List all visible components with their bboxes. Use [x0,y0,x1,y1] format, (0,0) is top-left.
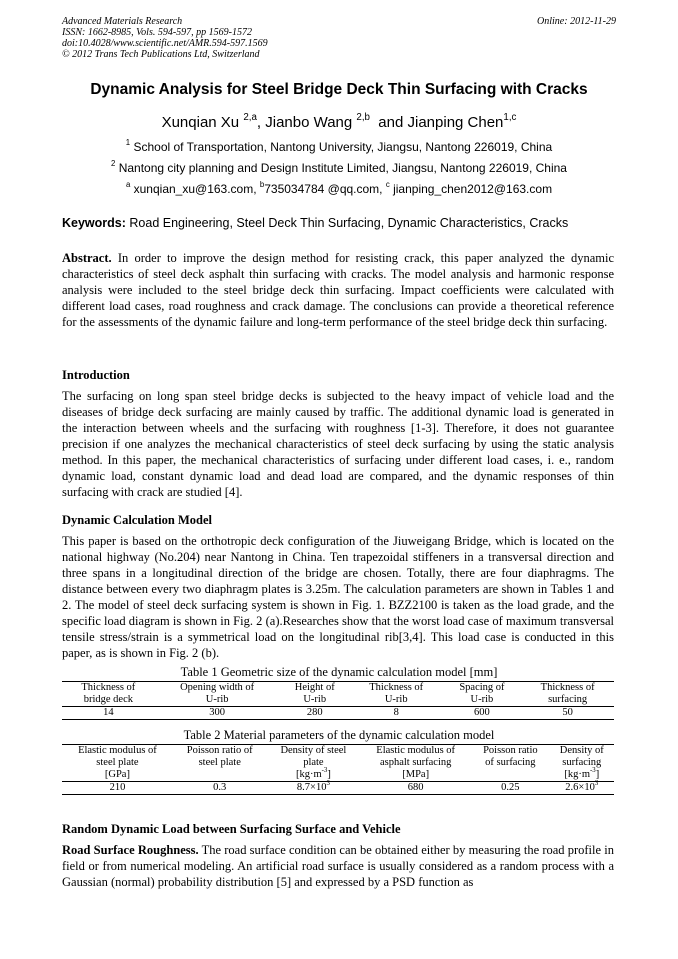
author-list [0,114,678,131]
table1-caption: Table 1 Geometric size of the dynamic calculation model [mm] [180,665,498,679]
author-name: Jianbo Wang [265,114,353,131]
table-header-cell: Spacing of U-rib [459,682,505,705]
table-row [62,782,614,795]
table-cell: 280 [306,707,323,718]
roughness-label: Road Surface Roughness. [62,843,199,857]
table-header-cell: Poisson ratio of steel plate [186,745,253,768]
table-cell: 680 [407,782,424,793]
affil-mark: 1 [125,138,131,148]
email-line [0,182,678,196]
abstract [62,250,614,330]
journal-header [62,16,268,60]
email-mark: c [385,180,390,190]
abstract-text: In order to improve the design method for resisting crack, this paper analyzed the dynamic characteristics of steel deck asphalt thin surfacing with cracks. The model analysis and harmonic response analysis were included to the steel bridge deck thin surfacing. Impact coefficients were calculated with different load cases, road roughness and crack damage. The conclusions can provide a theoretical reference for the assessments of the dynamic failure and long-term performance of the steel bridge deck thin surfacing. [62,251,615,329]
author-affil-mark: 2,b [356,112,370,124]
table-cell: 8 [393,707,399,718]
table-header-cell: Thickness of surfacing [540,682,595,705]
author-name: Jianping Chen [407,114,504,131]
table-cell: 0.25 [501,782,520,793]
introduction-text: The surfacing on long span steel bridge decks is subjected to the heavy impact of vehicle load and the diseases of bridge deck surfacing are mainly caused by traffic. The additional dynamic load is generated in the interaction between wheels and the surfacing with roughness [1-3]. Therefore, it does not guarantee precision if one analyzes the mechanical characteristics of steel deck surfacing by using the static analysis method. In this paper, the mechanical characteristics of surfacing under different load cases, i. e., random dynamic load, constant dynamic load and dead load are compared, and the dynamic responses of thin surfacing with crack are studied [4]. [62,389,614,499]
roughness-text: The road surface condition can be obtained either by measuring the road profile in field or from numerical modeling. An artificial road surface is usually considered as a random process with a Gaussian (normal) probability distribution [5] and expressed by a PSD function as [62,843,614,889]
section-heading-model: Dynamic Calculation Model [62,513,212,527]
affiliation-1 [0,140,678,154]
table-cell: $2.6\times 10^3$ [565,779,599,793]
table-header-cell: Elastic modulus of asphalt surfacing [MPa] [376,745,456,780]
table-cell: 50 [562,707,573,718]
affil-mark: 2 [111,159,116,169]
table-cell: 210 [109,782,126,793]
email-a[interactable]: xunqian_xu@163.com, [133,182,260,196]
keywords-label: Keywords: [62,216,126,230]
email-b[interactable]: 735034784 @qq.com, [264,182,386,196]
affil-text: Nantong city planning and Design Institute Limited, Jiangsu, Nantong 226019, China [118,161,567,175]
model-text: This paper is based on the orthotropic deck configuration of the Jiuweigang Bridge, which is located on the national highway (No.204) near Nantong in China. Ten trapezoidal stiffeners in a transversal direction and three spans in a longitudinal direction of the bridge are chosen. Totally, there are four diaphragms. The distance between every two diaphragm plates is 3.25m. The calculation parameters are shown in Tables 1 and 2. The model of steel deck surfacing system is shown in Fig. 1. BZZ2100 is taken as the load grade, and the specific load diagram is shown in Fig. 2 (a).Researches show that the worst load case of maximum transversal tensile stress/strain is a symmetrical load on the longitudinal rib[3,4]. This load case is conducted in this paper, as is shown in Fig. 2 (b). [62,534,614,660]
author-affil-mark: 2,a [243,112,257,124]
table-header-row [62,745,614,782]
keywords [62,216,568,230]
table-header-cell: Poisson ratio of surfacing [483,745,538,768]
abstract-label: Abstract. [62,251,112,265]
author-separator: and [369,114,408,131]
author-name: Xunqian Xu [161,114,240,131]
email-mark: b [259,180,265,190]
table-header-cell: Opening width of U-rib [180,682,255,705]
table-cell: 600 [474,707,490,718]
section-heading-random-load: Random Dynamic Load between Surfacing Surface and Vehicle [62,822,401,836]
doi-line[interactable]: doi:10.4028/www.scientific.net/AMR.594-597.1569 [62,38,268,49]
online-date: Online: 2012-11-29 [537,16,616,27]
table-header-cell: Thickness of bridge deck [81,682,136,705]
affil-text: School of Transportation, Nantong University, Jiangsu, Nantong 226019, China [133,140,553,154]
table-cell: 0.3 [213,782,227,793]
author-affil-mark: 1,c [503,112,517,124]
table-header-cell: Density of steel plate $[kg\cdot m^{-3}]$ [280,745,347,780]
table2 [62,744,614,795]
table-header-cell: Density of surfacing $[kg\cdot m^{-3}]$ [559,745,604,780]
email-c[interactable]: jianping_chen2012@163.com [393,182,553,196]
affiliation-2 [0,161,678,175]
author-separator: , [256,114,266,131]
table-header-row [62,682,614,707]
table-cell: 300 [209,707,225,718]
table-cell: 14 [103,707,114,718]
journal-name: Advanced Materials Research [62,16,183,27]
keywords-text: Road Engineering, Steel Deck Thin Surfacing, Dynamic Characteristics, Cracks [129,216,569,230]
table-header-cell: Thickness of U-rib [369,682,424,705]
email-mark: a [125,180,131,190]
table-header-cell: Height of U-rib [294,682,335,705]
issn-line: ISSN: 1662-8985, Vols. 594-597, pp 1569-1572 [62,27,252,38]
table-cell: $8.7\times 10^3$ [296,779,330,793]
section-heading-introduction: Introduction [62,368,130,382]
table-row [62,707,614,720]
table1 [62,681,614,720]
table2-caption: Table 2 Material parameters of the dynamic calculation model [183,728,495,742]
copyright-line: © 2012 Trans Tech Publications Ltd, Switzerland [62,49,260,60]
roughness-paragraph [62,842,614,890]
table-header-cell: Elastic modulus of steel plate [GPa] [78,745,157,780]
paper-title: Dynamic Analysis for Steel Bridge Deck Thin Surfacing with Cracks [90,81,588,98]
